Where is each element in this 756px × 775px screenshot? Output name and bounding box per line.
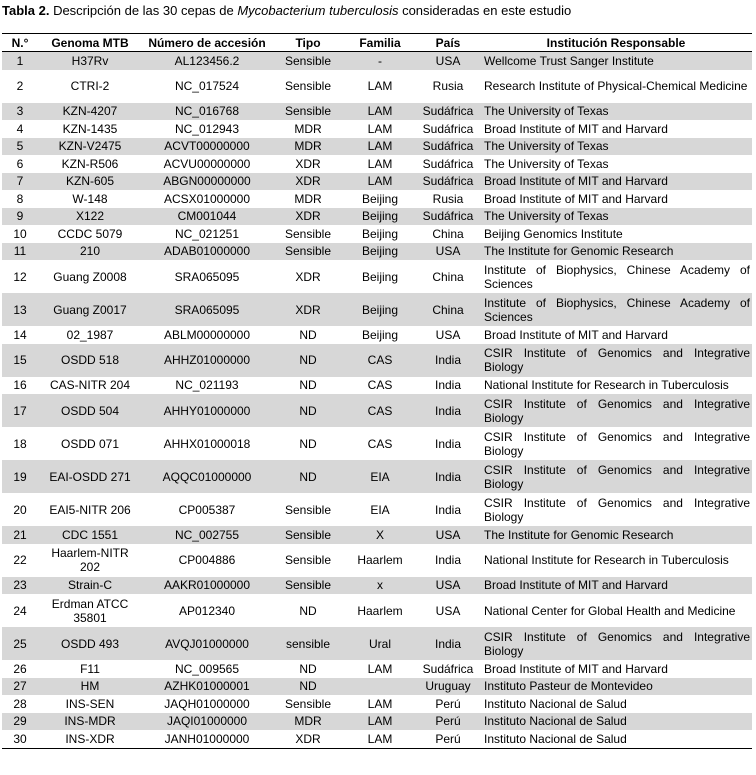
cell-country: USA <box>435 603 461 618</box>
cell-number: 26 <box>13 661 27 676</box>
cell-genome: H37Rv <box>38 52 142 70</box>
cell-type: Sensible <box>272 52 344 70</box>
cell-institution: Institute of Biophysics, Chinese Academy of Sciences <box>484 262 750 291</box>
cell-number: 20 <box>13 502 27 517</box>
cell-number: 6 <box>16 156 24 171</box>
cell-accession: JAQH01000000 <box>164 696 250 711</box>
cell-genome: EAI-OSDD 271 <box>38 460 142 493</box>
cell-number: 25 <box>2 627 38 660</box>
cell-family: LAM <box>367 79 393 93</box>
cell-genome: KZN-V2475 <box>38 138 142 156</box>
table-row <box>2 594 752 627</box>
cell-type: Sensible <box>272 577 344 595</box>
table-caption <box>2 3 571 18</box>
cell-type: Sensible <box>272 526 344 544</box>
cell-family: Beijing <box>361 327 399 342</box>
cell-country: Sudáfrica <box>416 208 480 226</box>
header-institution: Institución Responsable <box>480 34 752 52</box>
table-row <box>2 627 752 660</box>
cell-accession: SRA065095 <box>142 293 272 326</box>
table-row <box>2 243 752 261</box>
cell-institution: Instituto Nacional de Salud <box>484 696 627 711</box>
cell-institution: The Institute for Genomic Research <box>480 243 752 261</box>
cell-country: USA <box>435 327 461 342</box>
cell-institution: National Institute for Research in Tuberculosis <box>484 378 729 393</box>
cell-family: Haarlem <box>357 603 403 618</box>
table-row <box>2 173 752 191</box>
cell-family: Haarlem <box>357 553 403 567</box>
header-row <box>2 34 752 52</box>
cell-institution: National Center for Global Health and Medicine <box>484 603 736 618</box>
cell-country: Sudáfrica <box>416 138 480 156</box>
cell-country: India <box>416 344 480 377</box>
table-row <box>2 713 752 731</box>
cell-family: CAS <box>344 394 416 427</box>
cell-family: Beijing <box>361 226 399 241</box>
cell-number: 29 <box>2 713 38 731</box>
cell-accession: CP005387 <box>178 502 236 517</box>
cell-accession: AL123456.2 <box>142 52 272 70</box>
cell-institution: Broad Institute of MIT and Harvard <box>484 327 668 342</box>
cell-number: 13 <box>2 293 38 326</box>
table-row <box>2 190 752 208</box>
cell-type: Sensible <box>284 502 332 517</box>
header-family: Familia <box>344 34 416 52</box>
cell-country: Sudáfrica <box>416 103 480 121</box>
cell-country: India <box>434 553 462 567</box>
cell-number: 21 <box>2 526 38 544</box>
table-row <box>2 577 752 595</box>
table-row <box>2 730 752 748</box>
cell-family: LAM <box>344 138 416 156</box>
cell-institution: CSIR Institute of Genomics and Integrative Biology <box>484 429 750 458</box>
cell-number: 28 <box>13 696 27 711</box>
cell-institution: The University of Texas <box>484 156 609 171</box>
cell-type: XDR <box>295 269 321 284</box>
cell-country: India <box>434 436 462 451</box>
cell-country: India <box>416 394 480 427</box>
table-row <box>2 660 752 678</box>
cell-institution: National Institute for Research in Tuberculosis <box>484 553 729 567</box>
cell-accession: ACVU00000000 <box>163 156 251 171</box>
cell-number: 23 <box>2 577 38 595</box>
cell-accession: NC_017524 <box>174 79 240 93</box>
table-row <box>2 260 752 293</box>
table-row <box>2 526 752 544</box>
cell-genome: OSDD 493 <box>38 627 142 660</box>
cell-country: Perú <box>416 713 480 731</box>
cell-accession: ABGN00000000 <box>142 173 272 191</box>
cell-institution: Broad Institute of MIT and Harvard <box>480 577 752 595</box>
cell-family: LAM <box>344 730 416 748</box>
cell-number: 27 <box>2 678 38 696</box>
cell-family <box>344 678 416 696</box>
cell-number: 1 <box>2 52 38 70</box>
cell-institution: Beijing Genomics Institute <box>484 226 623 241</box>
cell-genome: 210 <box>38 243 142 261</box>
cell-country: India <box>416 460 480 493</box>
table-row <box>2 493 752 526</box>
cell-number: 24 <box>13 603 27 618</box>
cell-family: Beijing <box>344 208 416 226</box>
cell-family: - <box>344 52 416 70</box>
table-row <box>2 344 752 377</box>
cell-type: MDR <box>294 191 322 206</box>
cell-institution: CSIR Institute of Genomics and Integrative Biology <box>480 344 752 377</box>
header-accession: Número de accesión <box>142 34 272 52</box>
cell-number: 9 <box>2 208 38 226</box>
table-row <box>2 225 752 243</box>
cell-number: 11 <box>2 243 38 261</box>
cell-type: ND <box>299 661 317 676</box>
cell-type: MDR <box>272 138 344 156</box>
table-row <box>2 394 752 427</box>
cell-accession: AQQC01000000 <box>142 460 272 493</box>
header-type: Tipo <box>272 34 344 52</box>
cell-country: Sudáfrica <box>416 173 480 191</box>
cell-number: 8 <box>16 191 24 206</box>
cell-accession: NC_002755 <box>142 526 272 544</box>
cell-family: LAM <box>367 121 393 136</box>
cell-type: ND <box>272 678 344 696</box>
cell-country: China <box>432 269 464 284</box>
table-row <box>2 70 752 103</box>
cell-number: 30 <box>2 730 38 748</box>
cell-institution: The Institute for Genomic Research <box>480 526 752 544</box>
cell-country: India <box>416 627 480 660</box>
cell-number: 4 <box>16 121 24 136</box>
cell-genome: INS-XDR <box>38 730 142 748</box>
cell-institution: Broad Institute of MIT and Harvard <box>480 173 752 191</box>
cell-institution: Instituto Pasteur de Montevideo <box>480 678 752 696</box>
cell-family: EIA <box>344 460 416 493</box>
cell-family: CAS <box>344 344 416 377</box>
cell-institution: Broad Institute of MIT and Harvard <box>484 121 668 136</box>
cell-accession: AP012340 <box>178 603 236 618</box>
cell-accession: ABLM00000000 <box>163 327 251 342</box>
table-row <box>2 138 752 156</box>
cell-institution: Broad Institute of MIT and Harvard <box>484 661 668 676</box>
cell-genome: W-148 <box>72 191 108 206</box>
cell-country: Rusia <box>432 191 464 206</box>
cell-institution: Instituto Nacional de Salud <box>480 713 752 731</box>
cell-family: Ural <box>344 627 416 660</box>
cell-number: 16 <box>13 378 27 393</box>
header-genome: Genoma MTB <box>38 34 142 52</box>
cell-genome: Haarlem-NITR 202 <box>51 546 129 574</box>
cell-accession: AHHZ01000000 <box>142 344 272 377</box>
cell-accession: JANH01000000 <box>142 730 272 748</box>
cell-country: Rusia <box>432 79 464 93</box>
cell-accession: ADAB01000000 <box>142 243 272 261</box>
cell-accession: AHHX01000018 <box>163 436 251 451</box>
cell-country: Sudáfrica <box>422 661 474 676</box>
cell-type: MDR <box>294 121 322 136</box>
table-row <box>2 103 752 121</box>
cell-number: 15 <box>2 344 38 377</box>
cell-type: ND <box>299 327 317 342</box>
cell-genome: KZN-4207 <box>38 103 142 121</box>
cell-country: India <box>434 378 462 393</box>
table-row <box>2 52 752 70</box>
cell-family: CAS <box>367 436 393 451</box>
cell-institution: The University of Texas <box>480 138 752 156</box>
cell-institution: CSIR Institute of Genomics and Integrative Biology <box>484 495 750 524</box>
cell-accession: AHHY01000000 <box>142 394 272 427</box>
cell-family: LAM <box>367 696 393 711</box>
table-row <box>2 544 752 577</box>
cell-accession: AAKR01000000 <box>142 577 272 595</box>
cell-number: 3 <box>2 103 38 121</box>
cell-accession: NC_012943 <box>174 121 240 136</box>
cell-number: 14 <box>13 327 27 342</box>
cell-genome: OSDD 504 <box>38 394 142 427</box>
cell-family: LAM <box>344 103 416 121</box>
strains-table <box>2 33 752 749</box>
cell-accession: JAQI01000000 <box>142 713 272 731</box>
table-row <box>2 208 752 226</box>
cell-accession: AVQJ01000000 <box>142 627 272 660</box>
cell-type: ND <box>272 344 344 377</box>
cell-genome: EAI5-NITR 206 <box>49 502 131 517</box>
cell-accession: ACSX01000000 <box>163 191 251 206</box>
cell-accession: SRA065095 <box>174 269 240 284</box>
cell-country: USA <box>416 577 480 595</box>
cell-number: 19 <box>2 460 38 493</box>
cell-type: ND <box>299 378 317 393</box>
cell-family: LAM <box>367 661 393 676</box>
cell-accession: NC_016768 <box>142 103 272 121</box>
cell-genome: CAS-NITR 204 <box>49 378 131 393</box>
cell-country: Uruguay <box>416 678 480 696</box>
cell-family: Beijing <box>344 243 416 261</box>
cell-family: LAM <box>367 156 393 171</box>
table-row <box>2 695 752 713</box>
cell-type: Sensible <box>284 696 332 711</box>
cell-institution: CSIR Institute of Genomics and Integrative Biology <box>480 394 752 427</box>
cell-institution: The University of Texas <box>480 208 752 226</box>
cell-genome: INS-MDR <box>38 713 142 731</box>
cell-family: Beijing <box>361 191 399 206</box>
cell-number: 5 <box>2 138 38 156</box>
cell-accession: AZHK01000001 <box>142 678 272 696</box>
cell-type: Sensible <box>272 103 344 121</box>
cell-family: Beijing <box>361 269 399 284</box>
cell-country: Sudáfrica <box>422 121 474 136</box>
cell-institution: The University of Texas <box>480 103 752 121</box>
cell-type: Sensible <box>284 553 332 567</box>
cell-institution: Wellcome Trust Sanger Institute <box>480 52 752 70</box>
header-country: País <box>416 34 480 52</box>
cell-type: Sensible <box>284 79 332 93</box>
cell-type: XDR <box>272 730 344 748</box>
cell-family: EIA <box>370 502 390 517</box>
table-row <box>2 293 752 326</box>
cell-type: ND <box>299 436 317 451</box>
cell-genome: HM <box>38 678 142 696</box>
cell-accession: NC_021193 <box>175 378 239 393</box>
table-row <box>2 326 752 344</box>
cell-genome: Strain-C <box>38 577 142 595</box>
cell-accession: ACVT00000000 <box>142 138 272 156</box>
table-row <box>2 377 752 395</box>
cell-accession: NC_021251 <box>174 226 240 241</box>
cell-genome: Erdman ATCC 35801 <box>51 596 129 625</box>
cell-type: XDR <box>272 173 344 191</box>
cell-family: CAS <box>367 378 393 393</box>
cell-genome: CDC 1551 <box>38 526 142 544</box>
cell-genome: CCDC 5079 <box>57 226 123 241</box>
cell-family: X <box>344 526 416 544</box>
cell-type: ND <box>299 603 317 618</box>
cell-genome: CTRI-2 <box>70 79 110 93</box>
header-number: N.° <box>2 34 38 52</box>
cell-family: x <box>344 577 416 595</box>
cell-institution: CSIR Institute of Genomics and Integrative Biology <box>480 627 752 660</box>
cell-number: 10 <box>13 226 27 241</box>
cell-number: 18 <box>13 436 27 451</box>
cell-type: XDR <box>272 293 344 326</box>
cell-type: ND <box>272 460 344 493</box>
cell-country: Sudáfrica <box>422 156 474 171</box>
cell-accession: NC_009565 <box>174 661 240 676</box>
cell-institution: Instituto Nacional de Salud <box>480 730 752 748</box>
cell-number: 12 <box>13 269 27 284</box>
caption-text-before: Descripción de las 30 cepas de <box>49 3 238 18</box>
cell-type: XDR <box>272 208 344 226</box>
cell-type: Sensible <box>284 226 332 241</box>
caption-text-after: consideradas en este estudio <box>398 3 572 18</box>
table-row <box>2 678 752 696</box>
cell-institution: Broad Institute of MIT and Harvard <box>484 191 668 206</box>
cell-number: 17 <box>2 394 38 427</box>
cell-genome: OSDD 071 <box>60 436 120 451</box>
cell-country: India <box>434 502 462 517</box>
table-row <box>2 427 752 460</box>
caption-species: Mycobacterium tuberculosis <box>237 3 399 18</box>
cell-number: 7 <box>2 173 38 191</box>
cell-type: MDR <box>272 713 344 731</box>
cell-genome: INS-SEN <box>65 696 115 711</box>
cell-accession: CM001044 <box>142 208 272 226</box>
cell-institution: Research Institute of Physical-Chemical Medicine <box>484 79 748 93</box>
table-row <box>2 460 752 493</box>
cell-family: LAM <box>344 713 416 731</box>
cell-genome: X122 <box>38 208 142 226</box>
cell-country: USA <box>416 243 480 261</box>
cell-family: LAM <box>344 173 416 191</box>
cell-genome: OSDD 518 <box>38 344 142 377</box>
cell-country: Perú <box>416 730 480 748</box>
cell-country: USA <box>416 526 480 544</box>
table-row <box>2 120 752 138</box>
cell-genome: KZN-1435 <box>62 121 118 136</box>
cell-number: 22 <box>13 553 27 567</box>
cell-family: Beijing <box>344 293 416 326</box>
cell-institution: Institute of Biophysics, Chinese Academy of Sciences <box>480 293 752 326</box>
cell-genome: KZN-R506 <box>61 156 119 171</box>
cell-type: Sensible <box>272 243 344 261</box>
cell-genome: 02_1987 <box>66 327 114 342</box>
cell-type: sensible <box>272 627 344 660</box>
cell-type: ND <box>272 394 344 427</box>
cell-genome: KZN-605 <box>38 173 142 191</box>
cell-country: USA <box>416 52 480 70</box>
cell-genome: F11 <box>80 661 100 676</box>
cell-type: XDR <box>295 156 321 171</box>
table-row <box>2 155 752 173</box>
cell-country: Perú <box>435 696 461 711</box>
cell-country: China <box>432 226 464 241</box>
cell-accession: CP004886 <box>178 553 236 567</box>
cell-genome: Guang Z0017 <box>38 293 142 326</box>
caption-label: Tabla 2. <box>2 3 50 18</box>
cell-country: China <box>416 293 480 326</box>
cell-institution: CSIR Institute of Genomics and Integrative Biology <box>480 460 752 493</box>
cell-genome: Guang Z0008 <box>53 269 127 284</box>
cell-number: 2 <box>16 79 24 93</box>
